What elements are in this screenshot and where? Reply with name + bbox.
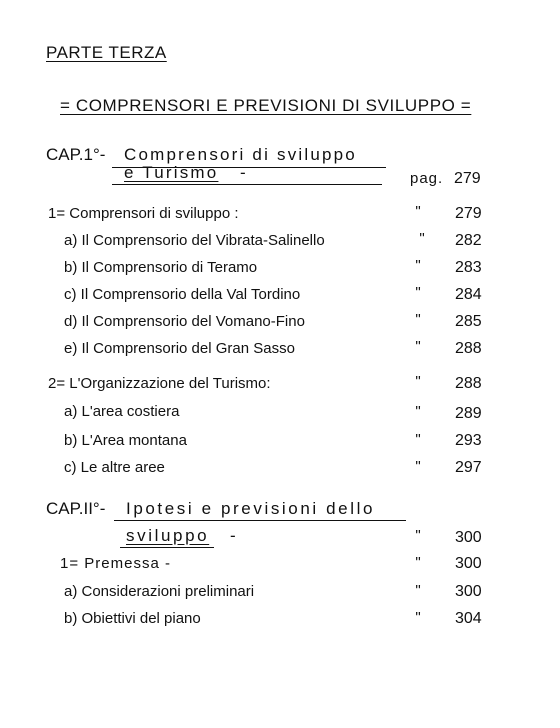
- entry-page: 289: [455, 405, 482, 422]
- ditto-mark: ": [415, 431, 421, 448]
- ditto-mark: ": [415, 257, 421, 274]
- chapter1-title-rule-2: [112, 184, 382, 185]
- chapter1-title-line2: e Turismo: [124, 163, 219, 182]
- ditto-mark: ": [419, 230, 425, 247]
- ditto-mark: ": [415, 203, 421, 220]
- entry-page: 285: [455, 313, 482, 330]
- entry-text: b) Il Comprensorio di Teramo: [64, 259, 258, 276]
- chapter2-title-rule-1: [114, 520, 406, 521]
- entry-text: b) L'Area montana: [64, 432, 187, 449]
- entry-text: a) Considerazioni preliminari: [64, 583, 255, 600]
- entry-text: a) Il Comprensorio del Vibrata-Salinello: [64, 232, 325, 249]
- entry-text: 2= L'Organizzazione del Turismo:: [48, 375, 271, 392]
- ditto-mark: ": [415, 554, 421, 571]
- chapter2-title-rule-2: [120, 547, 214, 548]
- chapter1-title-line1: Comprensori di sviluppo: [124, 145, 357, 164]
- ditto-mark: ": [415, 373, 421, 390]
- entry-page: 293: [455, 432, 482, 449]
- entry-page: 284: [455, 286, 482, 303]
- entry-text: e) Il Comprensorio del Gran Sasso: [64, 340, 295, 357]
- entry-page: 288: [455, 340, 482, 357]
- entry-text: 1= Premessa -: [60, 555, 171, 572]
- part-title: PARTE TERZA: [46, 43, 167, 62]
- entry-page: 279: [455, 205, 482, 222]
- entry-text: 1= Comprensori di sviluppo :: [48, 205, 239, 222]
- chapter1-title-dash: -: [240, 163, 246, 182]
- ditto-mark: ": [415, 284, 421, 301]
- ditto-mark: ": [415, 403, 421, 420]
- entry-page: 300: [455, 555, 482, 572]
- ditto-mark: ": [415, 527, 421, 544]
- entry-page: 282: [455, 232, 482, 249]
- section-title: [60, 97, 471, 115]
- chapter2-title-dash: -: [230, 526, 236, 545]
- ditto-mark: ": [415, 338, 421, 355]
- chapter1-label: CAP.1°-: [46, 145, 106, 164]
- entry-page: 297: [455, 459, 482, 476]
- chapter2-label: CAP.II°-: [46, 499, 106, 518]
- entry-text: a) L'area costiera: [64, 403, 180, 420]
- ditto-mark: ": [415, 582, 421, 599]
- entry-page: 288: [455, 375, 482, 392]
- chapter2-title-line1: Ipotesi e previsioni dello: [126, 499, 376, 518]
- entry-text: b) Obiettivi del piano: [64, 610, 201, 627]
- section-title-text: = COMPRENSORI E PREVISIONI DI SVILUPPO =: [60, 96, 472, 115]
- entry-text: d) Il Comprensorio del Vomano-Fino: [64, 313, 305, 330]
- ditto-mark: ": [415, 609, 421, 626]
- chapter2-title-line2: sviluppo: [126, 526, 210, 545]
- ditto-mark: ": [415, 311, 421, 328]
- entry-page: 283: [455, 259, 482, 276]
- entry-page: 300: [455, 583, 482, 600]
- ditto-mark: ": [415, 458, 421, 475]
- entry-text: c) Il Comprensorio della Val Tordino: [64, 286, 301, 303]
- chapter1-page-prefix: pag.: [410, 170, 444, 187]
- entry-page: 304: [455, 610, 482, 627]
- entry-text: c) Le altre aree: [64, 459, 165, 476]
- chapter2-page-number: 300: [455, 529, 482, 546]
- chapter1-page-number: 279: [454, 170, 481, 187]
